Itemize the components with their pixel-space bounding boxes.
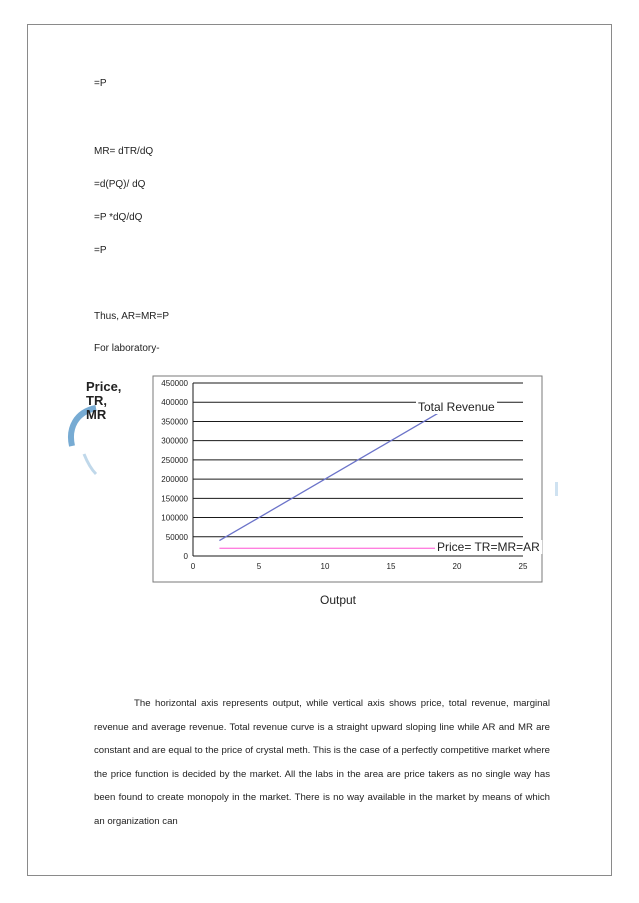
series-label: Price= TR=MR=AR: [437, 540, 540, 554]
x-tick-label: 5: [256, 562, 262, 571]
equation-line: MR= dTR/dQ: [94, 146, 154, 157]
y-axis-label-line: MR: [86, 407, 107, 422]
equation-line: =P: [94, 78, 107, 89]
y-axis-label: [86, 379, 121, 422]
x-tick-label: 15: [386, 562, 396, 571]
equation-line: =P *dQ/dQ: [94, 212, 143, 223]
y-tick-label: 400000: [161, 398, 188, 408]
x-axis-label: Output: [319, 593, 357, 607]
y-tick-label: 300000: [161, 436, 188, 446]
paragraph-text: The horizontal axis represents output, while vertical axis shows price, total revenue, marginal revenue and average revenue. Total revenue curve is a straight upward sloping line while AR and MR are constant and are equal to the price of crystal meth. This is the case of a perfectly competitive market where the price function is decided by the market. All the labs in the area are price takers as no single way has been found to create monopoly in the market. There is no way available in the market by means of which an organization can: [94, 698, 550, 827]
y-tick-label: 350000: [161, 417, 188, 427]
equation-line: For laboratory-: [94, 343, 160, 354]
x-tick-label: 25: [518, 562, 528, 571]
y-tick-label: 50000: [165, 532, 188, 542]
equation-line: =d(PQ)/ dQ: [94, 179, 146, 190]
equation-line: Thus, AR=MR=P: [94, 311, 170, 322]
y-tick-label: 150000: [161, 494, 188, 504]
y-tick-label: 200000: [161, 475, 188, 485]
series-label: Total Revenue: [418, 400, 495, 414]
equation-line: =P: [94, 245, 107, 256]
y-axis-label-line: TR,: [86, 393, 107, 408]
x-tick-label: 10: [320, 562, 330, 571]
y-tick-label: 250000: [161, 455, 188, 465]
y-tick-label: 450000: [161, 379, 188, 388]
x-tick-label: 0: [190, 562, 196, 571]
y-tick-label: 100000: [161, 513, 188, 523]
revenue-chart: [80, 371, 562, 611]
body-paragraph: [94, 692, 550, 834]
y-axis-label-line: Price,: [86, 379, 122, 394]
y-tick-label: 0: [183, 552, 188, 561]
chart-svg: [80, 371, 562, 611]
x-tick-label: 20: [452, 562, 462, 571]
